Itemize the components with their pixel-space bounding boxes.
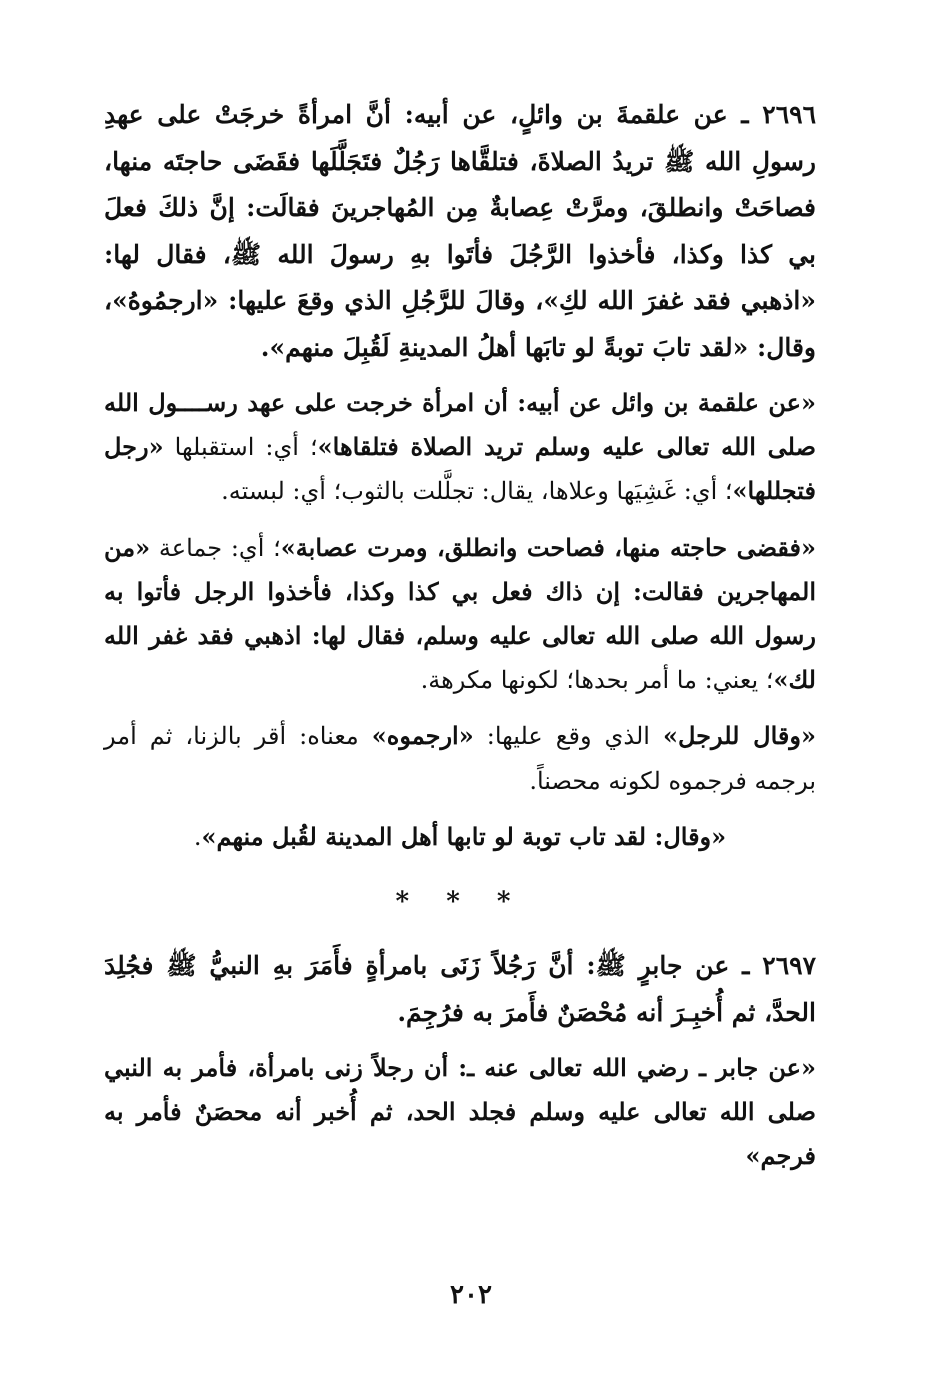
explanation-text: الذي وقع عليها: (473, 722, 663, 751)
commentary-paragraph (104, 714, 816, 802)
quoted-text: «من المهاجرين فقالت: إن ذاك فعل بي كذا وكذا، فأخذوا الرجل فأتوا به رسول الله صلى الله تعالى عليه وسلم، فقال لها: اذهبي فقد غفر الله لك» (104, 532, 816, 695)
quoted-text: «عن علقمة بن وائل عن أبيه: أن امرأة خرجت على عهد رســــول الله صلى الله تعالى عليه وسلم تريد الصلاة فتلقاها» (104, 388, 816, 462)
explanation-text: ؛ أي: استقبلها (163, 433, 318, 462)
explanation-text: ؛ أي: جماعة (150, 533, 281, 562)
explanation-text: ؛ يعني: ما أمر بحدها؛ لكونها مكرهة. (420, 666, 774, 695)
quoted-text: «فقضى حاجته منها، فصاحت وانطلق، ومرت عصابة» (280, 532, 816, 562)
commentary-paragraph (104, 381, 816, 514)
quoted-text: «رجل فتجللها» (104, 432, 816, 506)
commentary-paragraph (104, 815, 816, 859)
explanation-text: . (193, 822, 202, 851)
hadith-2697: ٢٦٩٧ ـ عن جابرٍ ﷺ: أنَّ رَجُلاً زَنَى بامرأةٍ فأَمَرَ بهِ النبيُّ ﷺ فجُلِدَ الحدَّ، ثم أُخبِـرَ أنه مُحْصَنٌ فأَمرَ به فرُجِمَ. (104, 951, 816, 1027)
quoted-text: «عن جابر ـ رضي الله تعالى عنه ـ: أن رجلاً زنى بامرأة، فأمر به النبي صلى الله تعالى عليه وسلم فجلد الحد، ثم أُخبر أنه محصَنٌ فأمر به فرجم» (104, 1053, 816, 1171)
hadith-2696: ٢٦٩٦ ـ عن علقمةَ بن وائلٍ، عن أبيه: أنَّ امرأةً خرجَتْ على عهدِ رسولِ الله ﷺ تريدُ الصلاةَ، فتلقَّاها رَجُلٌ فتَجَلَّلَها فقَضَى حاجتَه منها، فصاحَتْ وانطلقَ، ومرَّتْ عِصابةٌ مِن المُهاجرينَ فقالَت: إنَّ ذلكَ فعلَ بي كذا وكذا، فأخذوا الرَّجُلَ فأتَوا بهِ رسولَ الله ﷺ، فقال لها: «اذهبي فقد غفرَ الله لكِ»، وقالَ للرَّجُلِ الذي وقعَ عليها: «ارجمُوهُ»، وقال: «لقد تابَ توبةً لو تابَها أهلُ المدينةِ لَقُبِلَ منهم». (104, 100, 816, 362)
page-number: ٢٠٢ (450, 1280, 492, 1310)
quoted-text: «ارجموه» (371, 721, 474, 751)
explanation-text: معناه: أقر بالزنا، ثم أمر برجمه فرجموه لكونه محصناً. (104, 722, 816, 795)
commentary-paragraph (104, 1046, 816, 1179)
commentary-paragraph (104, 526, 816, 703)
quoted-text: «وقال للرجل» (662, 721, 816, 751)
explanation-text: ؛ أي: غَشِيَها وعلاها، يقال: تجلَّلت بالثوب؛ أي: لبسته. (221, 477, 733, 506)
section-divider: * * * (395, 887, 525, 918)
quoted-text: «وقال: لقد تاب توبة لو تابها أهل المدينة لقُبل منهم» (201, 821, 727, 851)
